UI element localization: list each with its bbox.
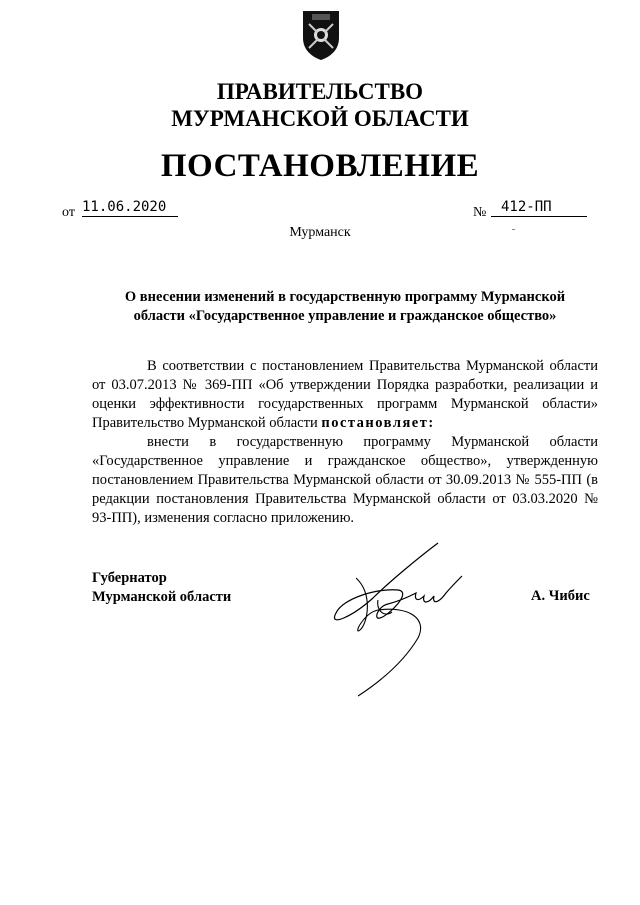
subject-line1: О внесении изменений в государственную программу Мурманской (124, 289, 566, 305)
date-prefix: от (62, 205, 75, 220)
signer-title-line2: Мурманской области (92, 589, 232, 605)
coat-of-arms-icon (300, 8, 342, 62)
document-type-title: ПОСТАНОВЛЕНИЕ (160, 148, 480, 184)
document-body (92, 357, 598, 528)
document-date: 11.06.2020 (82, 199, 178, 217)
subject-line2: области «Государственное управление и гражданское общество» (133, 308, 557, 324)
signer-title (92, 569, 231, 607)
resolves-word: постановляет: (321, 415, 435, 431)
signer-title-line1: Губернатор (92, 570, 167, 586)
handwritten-signature-icon (318, 538, 473, 698)
document-subject (92, 288, 598, 326)
body-paragraph-2: внести в государственную программу Мурманской области «Государственное управление и гражданское общество», утвержденную постановлением Правительства Мурманской области от 30.09.2013 № 555-ПП (в редакции постановления Правительства Мурманской области от 03.03.2020 № 93-ПП), изменения согласно приложению. (92, 434, 598, 526)
number-prefix: № (473, 205, 487, 220)
government-name-line1: ПРАВИТЕЛЬСТВО (216, 79, 424, 104)
signer-name: А. Чибис (531, 588, 590, 604)
preamble-text: В соответствии с постановлением Правительства Мурманской области от 03.07.2013 № 369-ПП «Об утверждении Порядка разработки, реализации и оценки эффективности государственных программ Мурманской области» Правительство Мурманской области (92, 358, 598, 431)
government-name-line2: МУРМАНСКОЙ ОБЛАСТИ (171, 106, 469, 131)
city-name: Мурманск (289, 225, 351, 240)
document-number: 412-ПП (491, 199, 587, 217)
body-paragraph-1 (92, 357, 598, 433)
